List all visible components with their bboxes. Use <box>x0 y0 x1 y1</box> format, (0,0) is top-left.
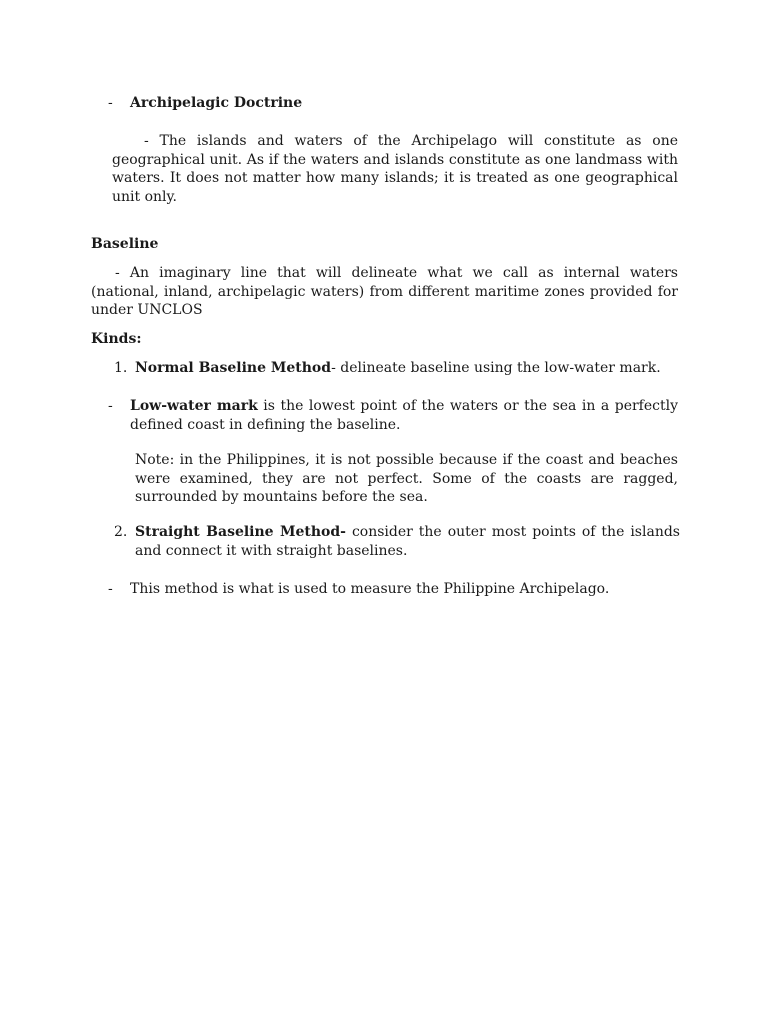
low-water-mark-paragraph <box>130 397 678 434</box>
baseline-definition-paragraph: - An imaginary line that will delineate what we call as internal waters (national, inland, archipelagic waters) from different maritime zones provided for under UNCLOS <box>91 265 678 318</box>
method-usage-line: This method is what is used to measure the Philippine Archipelago. <box>130 581 610 597</box>
list-item-2-number: 2. <box>114 524 128 540</box>
philippines-note-paragraph: Note: in the Philippines, it is not possible because if the coast and beaches were examined, they are not perfect. Some of the coasts are ragged, surrounded by mountains before the sea. <box>135 452 678 505</box>
archipelagic-doctrine-heading: Archipelagic Doctrine <box>130 95 303 111</box>
low-water-mark-term: Low-water mark <box>130 398 258 414</box>
list-item-1-number: 1. <box>114 360 128 376</box>
archipelagic-doctrine-paragraph: - The islands and waters of the Archipelago will constitute as one geographical unit. As if the waters and islands constitute as one landmass with waters. It does not matter how many islands; it is treated as one geographical unit only. <box>112 133 678 205</box>
archipelagic-bullet-dash: - <box>108 95 113 111</box>
list-item-straight-baseline <box>135 523 680 560</box>
straight-baseline-term: Straight Baseline Method- <box>135 524 346 540</box>
low-water-mark-description: is the lowest point of the waters or the sea in a perfectly defined coast in defining the baseline. <box>130 398 678 433</box>
list-item-normal-baseline <box>135 359 680 378</box>
normal-baseline-description: - delineate baseline using the low-water mark. <box>331 360 661 376</box>
kinds-heading: Kinds: <box>91 331 142 347</box>
low-water-bullet-dash: - <box>108 398 113 414</box>
method-bullet-dash: - <box>108 581 113 597</box>
straight-baseline-description: consider the outer most points of the islands and connect it with straight baselines. <box>135 524 680 559</box>
baseline-heading: Baseline <box>91 236 159 252</box>
normal-baseline-term: Normal Baseline Method <box>135 360 332 376</box>
